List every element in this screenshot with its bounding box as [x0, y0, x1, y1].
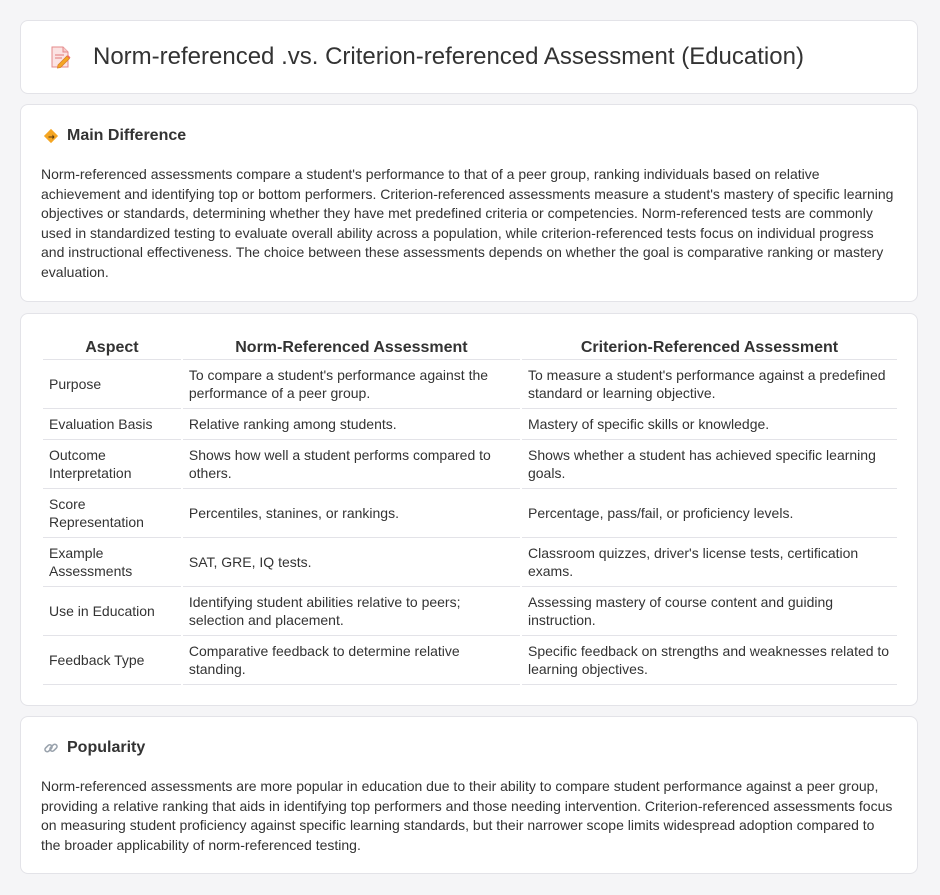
popularity-text: Norm-referenced assessments are more popular in education due to their ability to compare student performance against a peer group, providing a relative ranking that aids in identifying top performers and those needing intervention. Criterion-referenced assessments focus on measuring student proficiency against specific learning standards, but their narrower scope limits widespread adoption compared to the broader applicability of norm-referenced testing.	[41, 778, 893, 853]
norm-cell: Comparative feedback to determine relative standing.	[183, 636, 520, 685]
norm-cell: Percentiles, stanines, or rankings.	[183, 489, 520, 538]
comparison-card	[20, 313, 918, 706]
table-row	[43, 489, 897, 538]
norm-cell: To compare a student's performance against the performance of a peer group.	[183, 360, 520, 409]
aspect-cell: Feedback Type	[43, 636, 181, 685]
table-row	[43, 538, 897, 587]
page-title: Norm-referenced .vs. Criterion-referenced Assessment (Education)	[93, 43, 804, 70]
norm-cell: SAT, GRE, IQ tests.	[183, 538, 520, 587]
diamond-arrow-icon	[43, 128, 59, 144]
table-row	[43, 409, 897, 440]
aspect-cell: Use in Education	[43, 587, 181, 636]
document-pencil-icon	[47, 44, 73, 70]
aspect-cell: Example Assessments	[43, 538, 181, 587]
comparison-table	[41, 334, 899, 685]
link-icon	[43, 740, 59, 756]
criterion-cell: Classroom quizzes, driver's license tests, certification exams.	[522, 538, 897, 587]
aspect-cell: Score Representation	[43, 489, 181, 538]
table-row	[43, 636, 897, 685]
criterion-cell: Mastery of specific skills or knowledge.	[522, 409, 897, 440]
table-row	[43, 587, 897, 636]
header-norm: Norm-Referenced Assessment	[183, 334, 520, 360]
criterion-cell: To measure a student's performance against a predefined standard or learning objective.	[522, 360, 897, 409]
table-row	[43, 360, 897, 409]
criterion-cell: Percentage, pass/fail, or proficiency levels.	[522, 489, 897, 538]
header-aspect: Aspect	[43, 334, 181, 360]
aspect-cell: Evaluation Basis	[43, 409, 181, 440]
table-row	[43, 440, 897, 489]
aspect-cell: Outcome Interpretation	[43, 440, 181, 489]
popularity-card	[20, 716, 918, 874]
norm-cell: Identifying student abilities relative to peers; selection and placement.	[183, 587, 520, 636]
norm-cell: Shows how well a student performs compared to others.	[183, 440, 520, 489]
criterion-cell: Specific feedback on strengths and weaknesses related to learning objectives.	[522, 636, 897, 685]
aspect-cell: Purpose	[43, 360, 181, 409]
table-header-row	[43, 334, 897, 360]
norm-cell: Relative ranking among students.	[183, 409, 520, 440]
main-difference-heading: Main Difference	[67, 127, 187, 144]
main-difference-header	[43, 127, 186, 145]
main-difference-text: Norm-referenced assessments compare a student's performance to that of a peer group, ranking individuals based on relative achievement and identifying top or bottom performers. Criterion-referenced assessments measure a student's mastery of specific learning objectives or standards, determining whether they have met predefined criteria or competencies. Norm-referenced tests are commonly used in standardized testing to evaluate overall ability across a population, while criterion-referenced tests focus on individual progress and instructional effectiveness. The choice between these assessments depends on whether the goal is comparative ranking or mastery evaluation.	[41, 166, 894, 280]
main-difference-card	[20, 104, 918, 302]
popularity-header	[43, 739, 145, 757]
title-card	[20, 20, 918, 94]
header-criterion: Criterion-Referenced Assessment	[522, 334, 897, 360]
criterion-cell: Shows whether a student has achieved specific learning goals.	[522, 440, 897, 489]
popularity-heading: Popularity	[67, 739, 146, 756]
criterion-cell: Assessing mastery of course content and guiding instruction.	[522, 587, 897, 636]
